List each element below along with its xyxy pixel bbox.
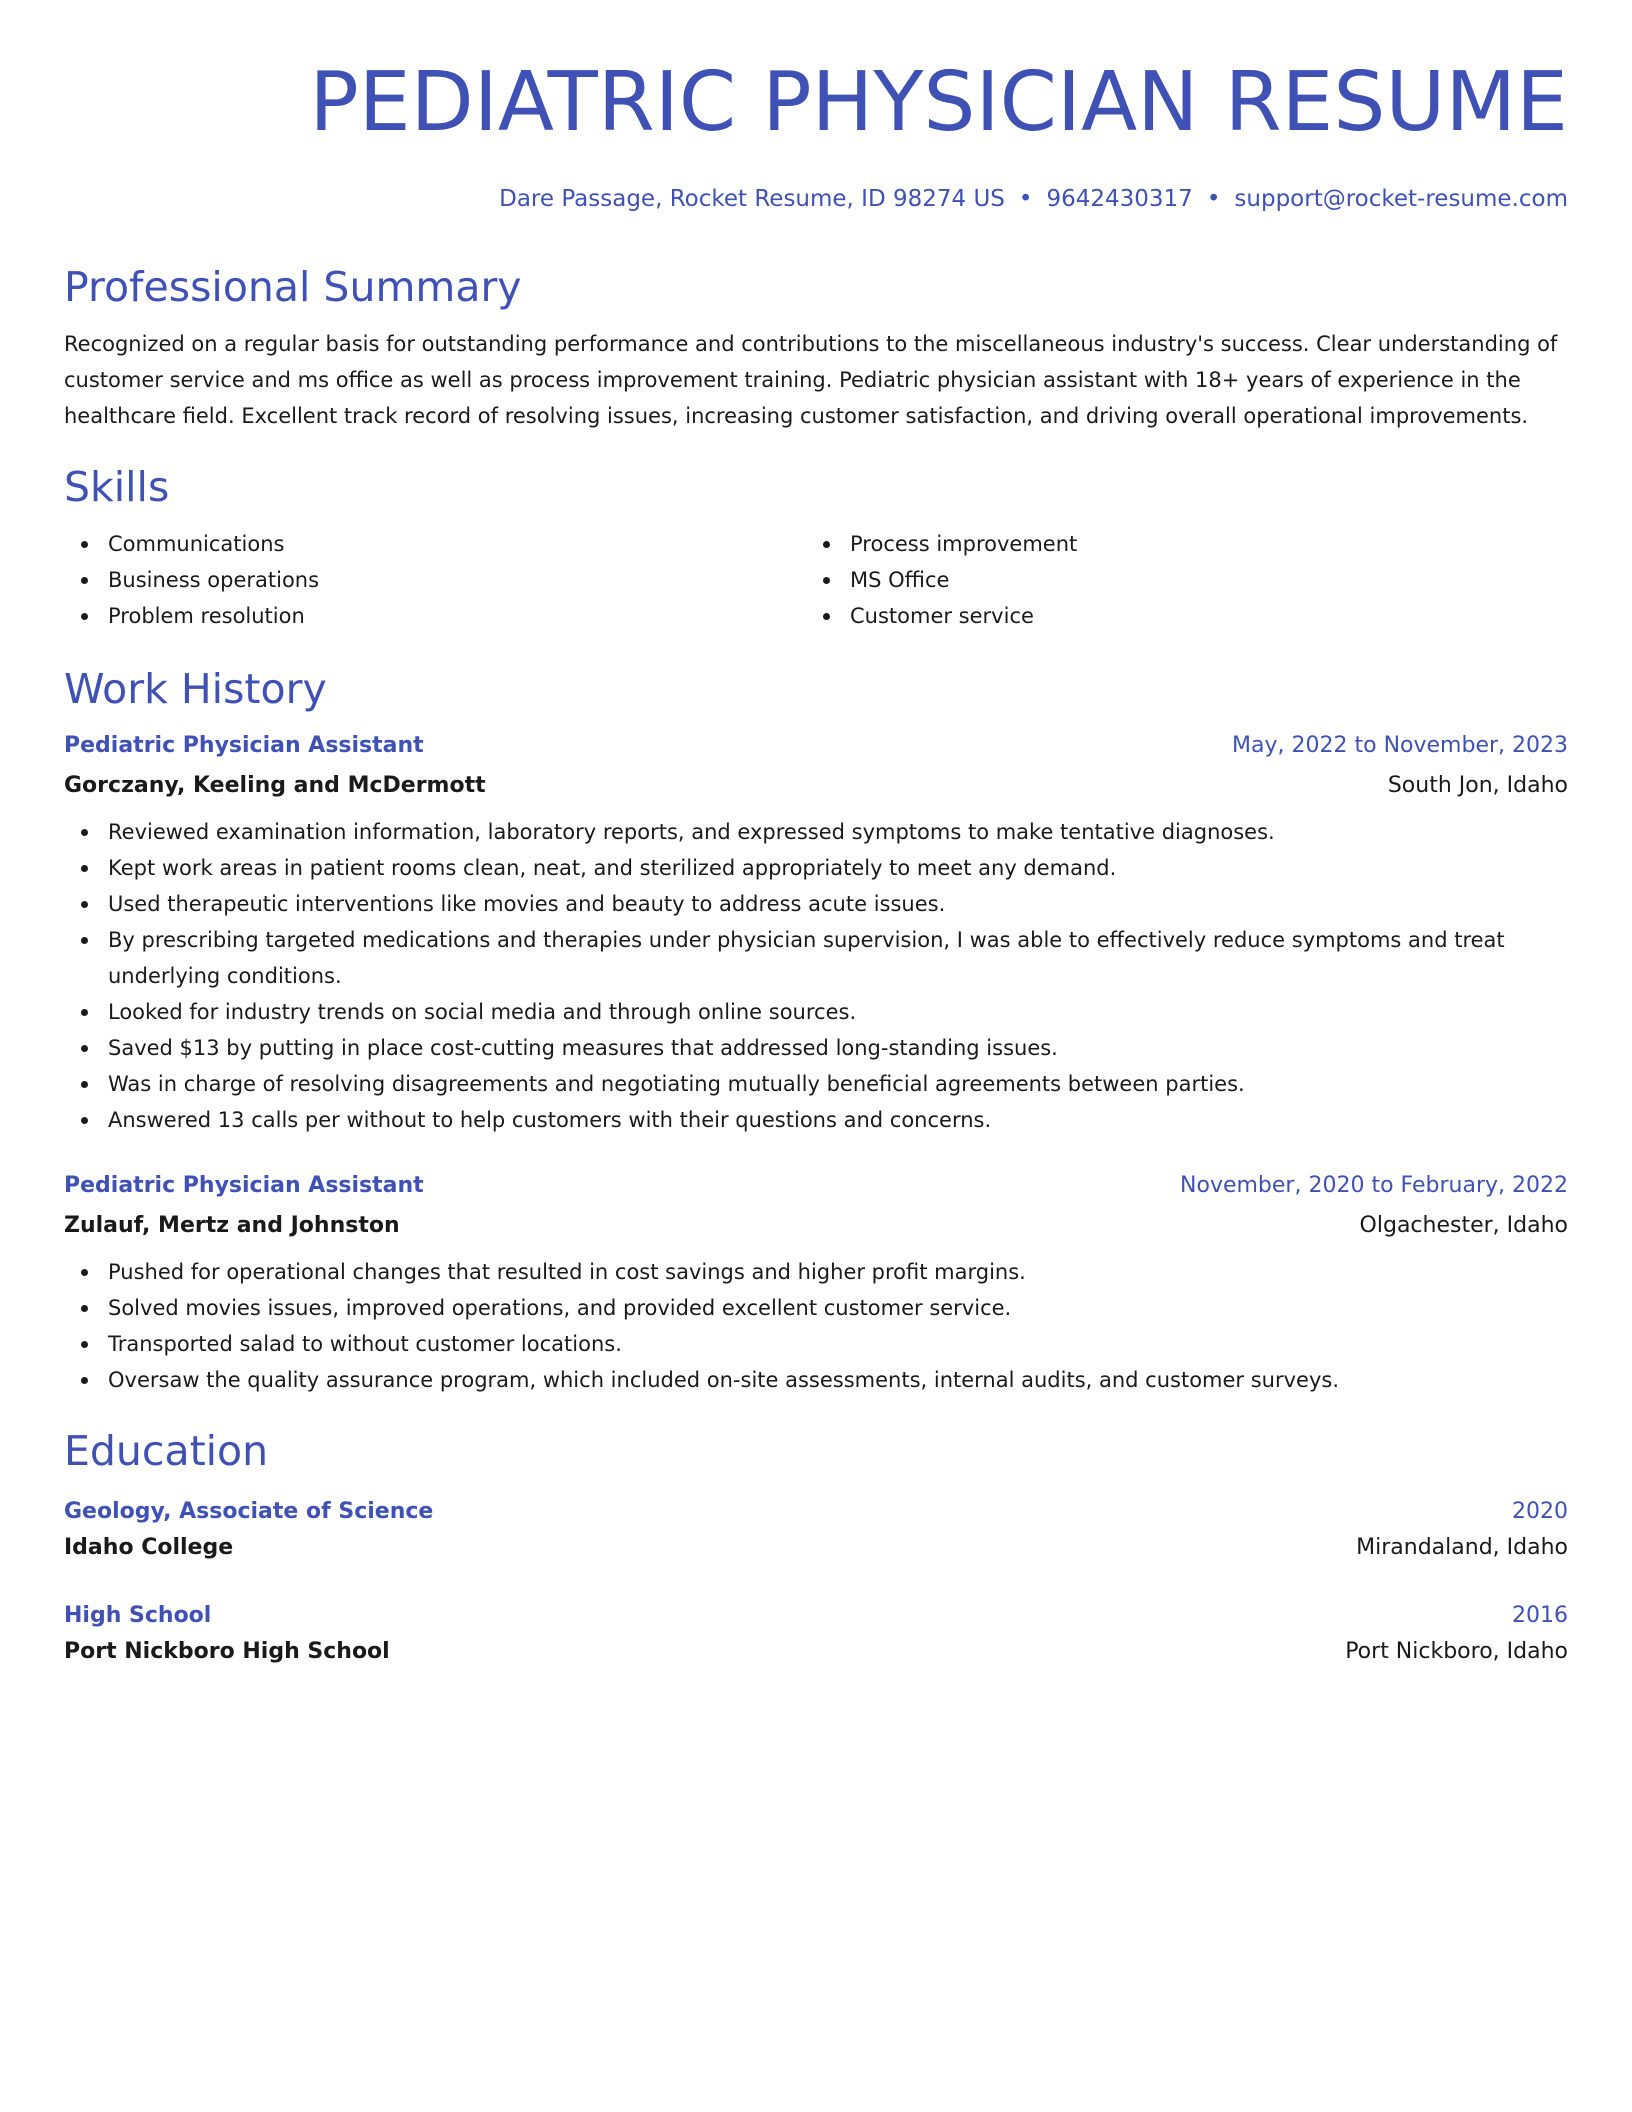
work-entry-company-row [64,1210,1568,1242]
job-dates: November, 2020 to February, 2022 [1180,1173,1568,1198]
work-entry-company-row [64,770,1568,802]
contact-email[interactable]: support@rocket-resume.com [1234,186,1568,212]
contact-phone: 9642430317 [1046,186,1193,212]
job-company: Gorczany, Keeling and McDermott [64,773,486,798]
job-title: Pediatric Physician Assistant [64,1173,424,1198]
skill-item: Business operations [108,562,806,598]
summary-heading: Professional Summary [64,263,522,311]
work-history-heading: Work History [64,665,327,713]
job-duty: Reviewed examination information, laboratory reports, and expressed symptoms to make tentative diagnoses. [108,814,1568,850]
education-school: Port Nickboro High School [64,1639,390,1664]
job-duties-list [64,814,1568,1138]
job-duties-list [64,1254,1568,1398]
job-dates: May, 2022 to November, 2023 [1232,733,1568,758]
contact-address: Dare Passage, Rocket Resume, ID 98274 US [499,186,1005,212]
education-entry-school-row [64,1532,1568,1564]
contact-separator: • [1018,186,1033,212]
education-year: 2016 [1512,1603,1568,1628]
education-degree: Geology, Associate of Science [64,1499,434,1524]
resume-title: PEDIATRIC PHYSICIAN RESUME [309,55,1568,150]
education-school: Idaho College [64,1535,234,1560]
summary-text: Recognized on a regular basis for outstanding performance and contributions to the miscellaneous industry's success. Clear understanding of customer service and ms office as well as process improvement training. Pediatric physician assistant with 18+ years of experience in the healthcare field. Excellent track record of resolving issues, increasing customer satisfaction, and driving overall operational improvements. [64,332,1558,428]
job-duty: Kept work areas in patient rooms clean, neat, and sterilized appropriately to meet any demand. [108,850,1568,886]
job-duty: Looked for industry trends on social media and through online sources. [108,994,1568,1030]
job-duty: Was in charge of resolving disagreements and negotiating mutually beneficial agreements between parties. [108,1066,1568,1102]
skills-heading: Skills [64,463,170,511]
skills-list [64,526,1568,634]
education-entry-school-row [64,1636,1568,1668]
contact-line [64,184,1568,214]
education-heading: Education [64,1427,269,1475]
education-entry-header [64,1496,1568,1528]
job-duty: Transported salad to without customer locations. [108,1326,1568,1362]
work-entry [64,1170,1568,1398]
job-duty: Answered 13 calls per without to help customers with their questions and concerns. [108,1102,1568,1138]
education-location: Mirandaland, Idaho [1356,1535,1568,1560]
work-entry-header [64,730,1568,762]
education-year: 2020 [1512,1499,1568,1524]
job-duty: Pushed for operational changes that resulted in cost savings and higher profit margins. [108,1254,1568,1290]
job-duty: Solved movies issues, improved operations, and provided excellent customer service. [108,1290,1568,1326]
work-entry [64,730,1568,1138]
resume-page [64,0,1568,1668]
education-location: Port Nickboro, Idaho [1345,1639,1568,1664]
skills-column-left [64,526,806,634]
work-entry-header [64,1170,1568,1202]
skill-item: Process improvement [850,526,1548,562]
contact-separator: • [1206,186,1221,212]
skill-item: Customer service [850,598,1548,634]
education-entry [64,1496,1568,1564]
job-duty: Saved $13 by putting in place cost-cutting measures that addressed long-standing issues. [108,1030,1568,1066]
skill-item: Communications [108,526,806,562]
skill-item: MS Office [850,562,1548,598]
education-entry-header [64,1600,1568,1632]
job-duty: Oversaw the quality assurance program, which included on-site assessments, internal audits, and customer surveys. [108,1362,1568,1398]
job-duty: Used therapeutic interventions like movies and beauty to address acute issues. [108,886,1568,922]
job-title: Pediatric Physician Assistant [64,733,424,758]
job-location: Olgachester, Idaho [1359,1213,1568,1238]
job-location: South Jon, Idaho [1387,773,1568,798]
skills-column-right [806,526,1548,634]
job-company: Zulauf, Mertz and Johnston [64,1213,400,1238]
education-degree: High School [64,1603,212,1628]
education-entry [64,1600,1568,1668]
skill-item: Problem resolution [108,598,806,634]
job-duty: By prescribing targeted medications and therapies under physician supervision, I was able to effectively reduce symptoms and treat underlying conditions. [108,922,1568,994]
